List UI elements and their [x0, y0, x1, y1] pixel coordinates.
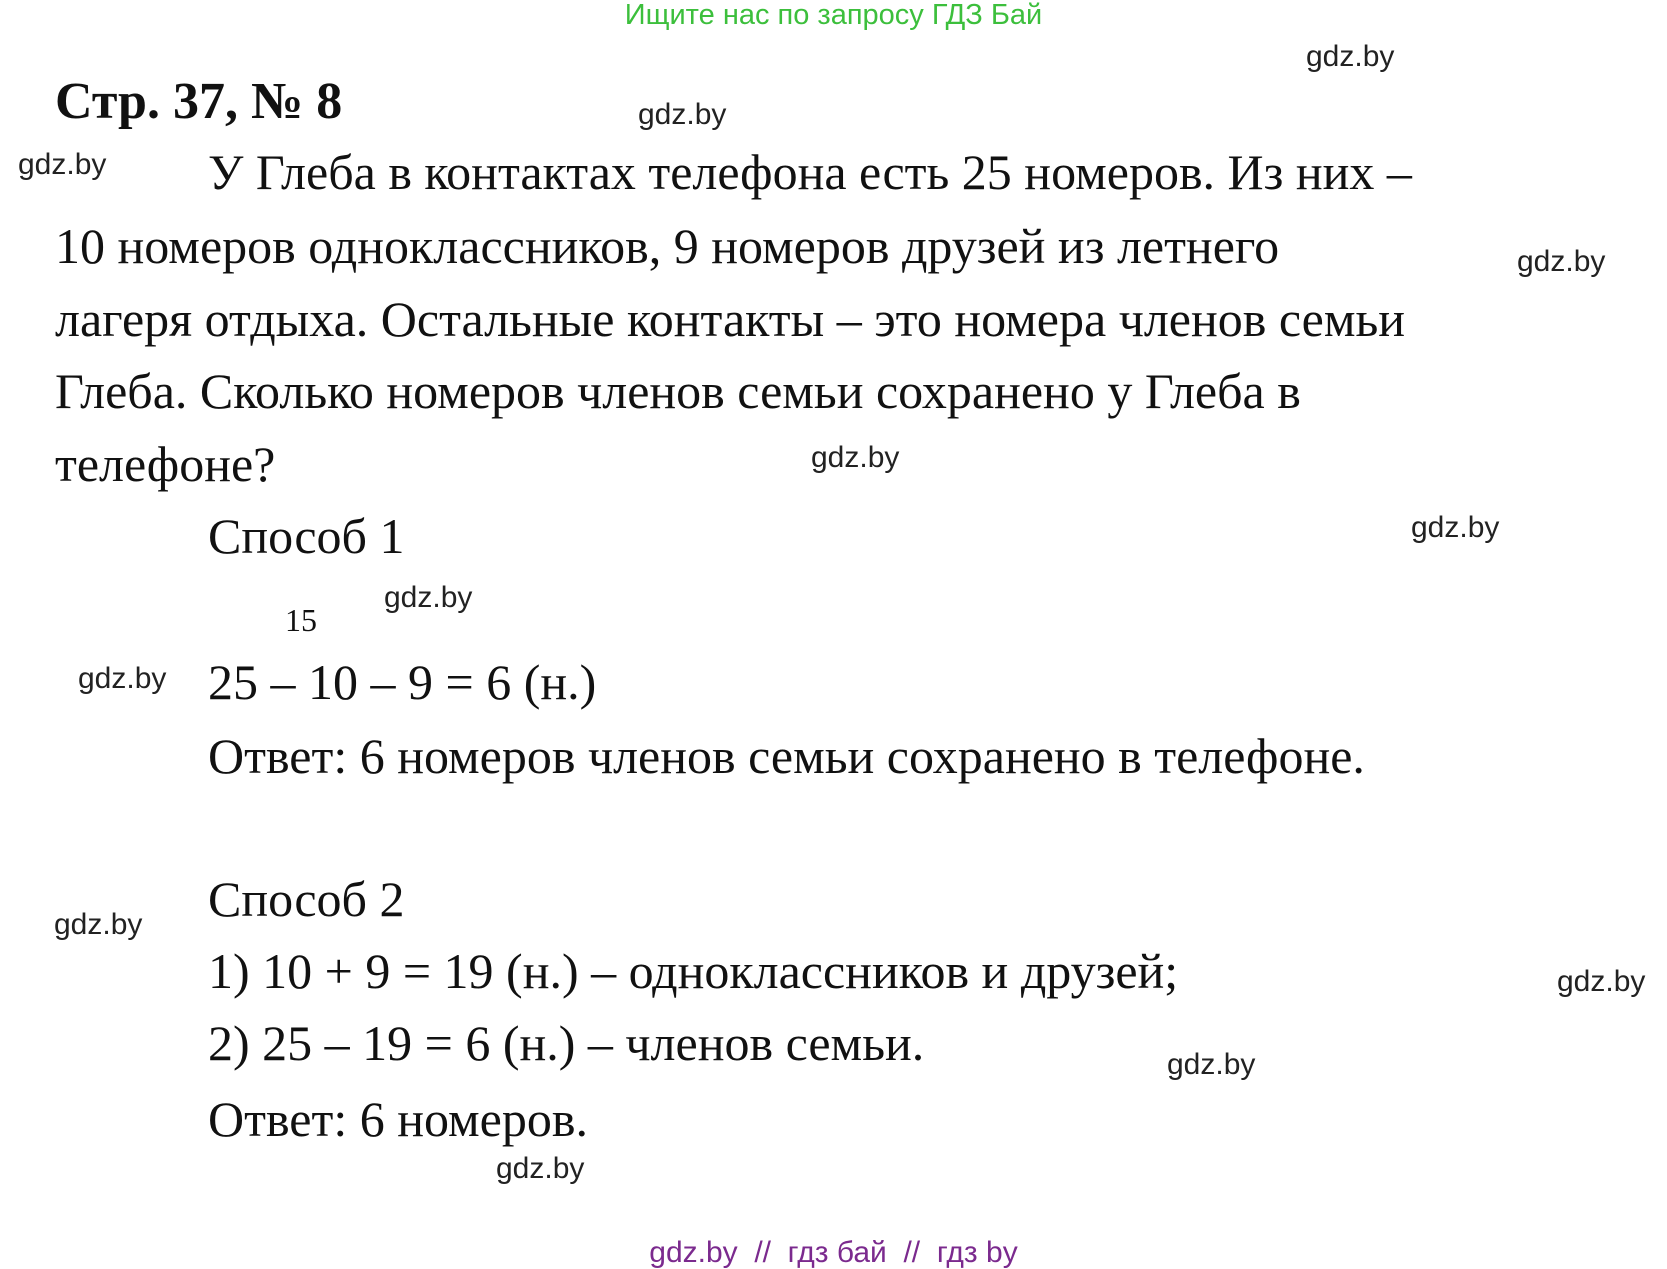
watermark: gdz.by: [1517, 245, 1606, 278]
watermark: gdz.by: [78, 662, 167, 695]
watermark: gdz.by: [496, 1152, 585, 1185]
watermark: gdz.by: [1557, 965, 1646, 998]
method-1-heading: Способ 1: [208, 508, 405, 564]
footer-links: gdz.by // гдз бай // гдз by: [649, 1236, 1018, 1269]
watermark: gdz.by: [54, 908, 143, 941]
watermark: gdz.by: [1306, 40, 1395, 73]
problem-line: Глеба. Сколько номеров членов семьи сохранено у Глеба в: [55, 363, 1301, 419]
watermark: gdz.by: [18, 148, 107, 181]
watermark: gdz.by: [638, 98, 727, 131]
method-2-answer: Ответ: 6 номеров.: [208, 1091, 588, 1147]
watermark: gdz.by: [1411, 511, 1500, 544]
watermark: gdz.by: [811, 441, 900, 474]
problem-line: У Глеба в контактах телефона есть 25 номеров. Из них –: [208, 144, 1412, 200]
method-1-equation: 25 – 10 – 9 = 6 (н.): [208, 654, 597, 710]
method-2-step: 1) 10 + 9 = 19 (н.) – одноклассников и друзей;: [208, 943, 1179, 999]
page-title: Стр. 37, № 8: [55, 73, 343, 130]
helper-number: 15: [285, 602, 317, 638]
method-2-heading: Способ 2: [208, 871, 405, 927]
watermark: gdz.by: [1167, 1048, 1256, 1081]
watermark: gdz.by: [384, 581, 473, 614]
problem-line: телефоне?: [55, 436, 276, 492]
method-1-answer: Ответ: 6 номеров членов семьи сохранено в телефоне.: [208, 728, 1365, 784]
problem-line: 10 номеров одноклассников, 9 номеров друзей из летнего: [55, 218, 1280, 274]
method-2-step: 2) 25 – 19 = 6 (н.) – членов семьи.: [208, 1015, 925, 1071]
search-banner: Ищите нас по запросу ГДЗ Бай: [624, 0, 1043, 31]
problem-line: лагеря отдыха. Остальные контакты – это номера членов семьи: [55, 291, 1406, 347]
